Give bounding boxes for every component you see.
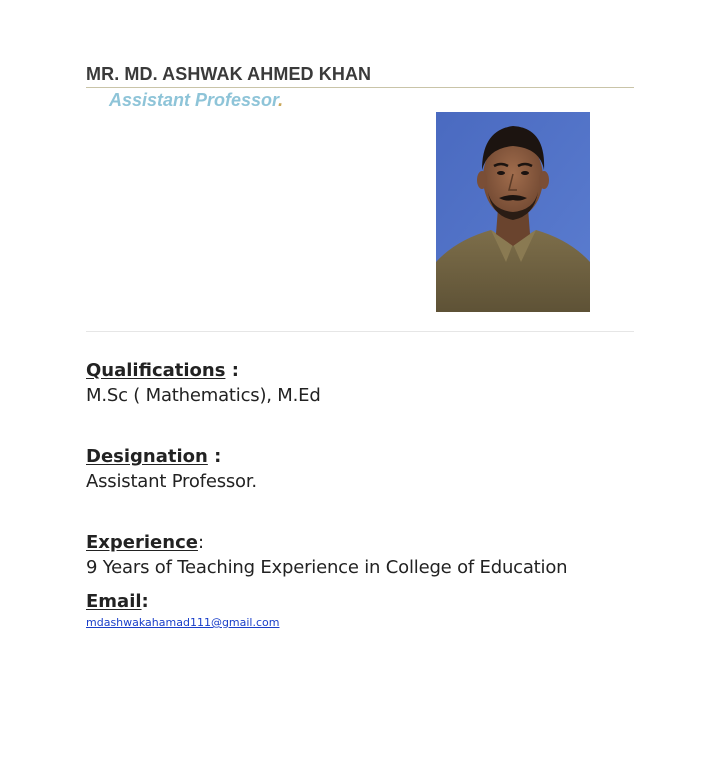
experience-label xyxy=(86,532,567,553)
qualifications-section xyxy=(86,360,321,406)
title-divider xyxy=(86,87,634,88)
experience-value: 9 Years of Teaching Experience in College of Education xyxy=(86,557,568,578)
designation-value: Assistant Professor. xyxy=(86,471,257,492)
person-title-dot: . xyxy=(278,90,284,110)
email-section xyxy=(86,591,279,629)
designation-label xyxy=(86,446,257,467)
qualifications-colon: : xyxy=(225,360,239,381)
experience-colon: : xyxy=(197,532,205,553)
profile-photo xyxy=(436,112,590,312)
experience-label-text: Experience xyxy=(86,532,198,553)
person-title-text: Assistant Professor xyxy=(109,90,279,110)
qualifications-value: M.Sc ( Mathematics), M.Ed xyxy=(86,385,321,406)
email-colon: : xyxy=(141,591,149,612)
designation-section xyxy=(86,446,257,492)
qualifications-label xyxy=(86,360,321,381)
person-title xyxy=(109,90,283,111)
person-name: MR. MD. ASHWAK AHMED KHAN xyxy=(86,64,372,84)
section-divider xyxy=(86,331,634,332)
designation-label-text: Designation xyxy=(86,446,208,467)
experience-section xyxy=(86,532,567,578)
email-link[interactable]: mdashwakahamad111@gmail.com xyxy=(86,616,280,629)
email-label xyxy=(86,591,279,612)
designation-colon: : xyxy=(207,446,222,467)
qualifications-label-text: Qualifications xyxy=(86,360,226,381)
email-label-text: Email xyxy=(86,591,142,612)
